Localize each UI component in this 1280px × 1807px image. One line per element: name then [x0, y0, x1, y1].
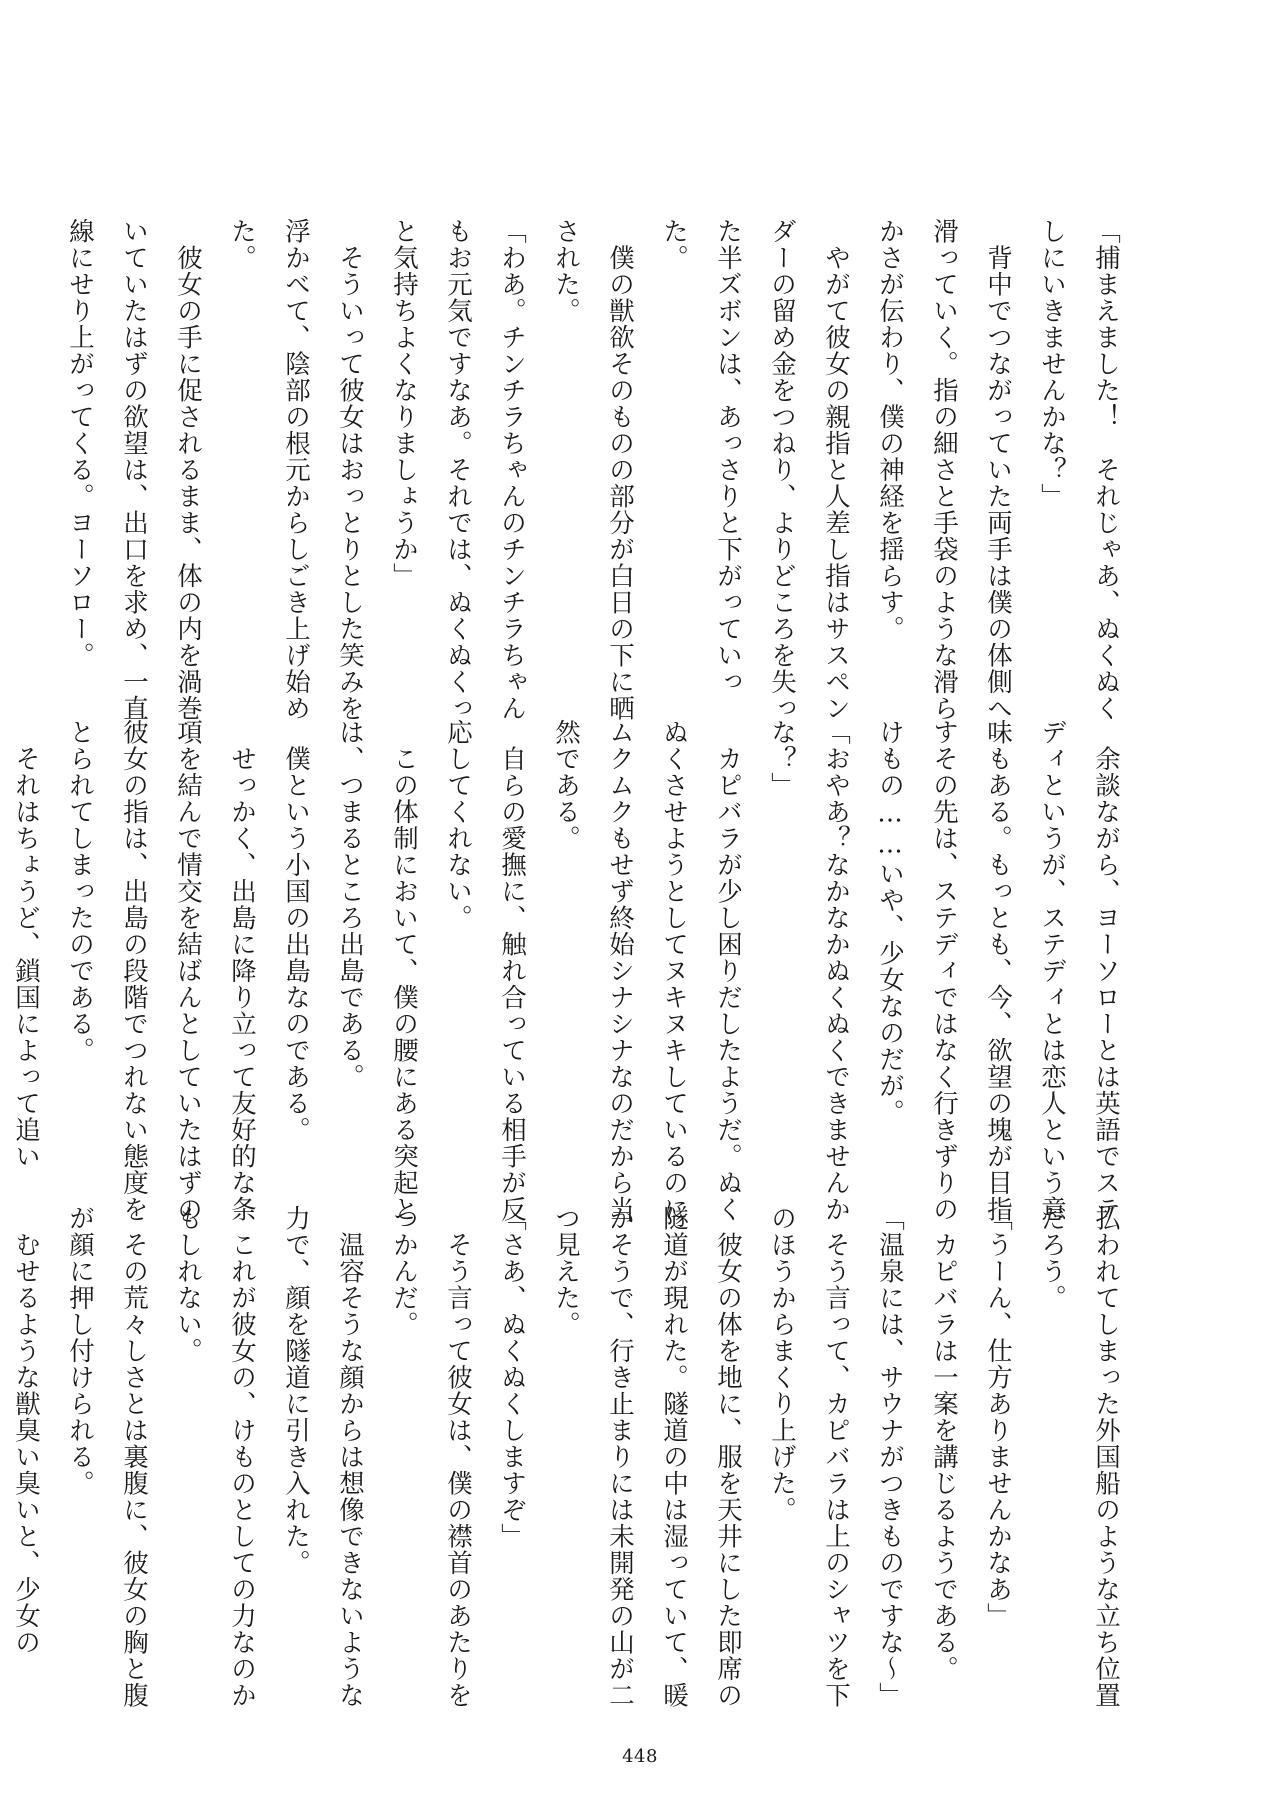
paragraph: 自らの愛撫に、触れ合っている相手が反応してくれない。 [443, 719, 527, 1223]
paragraph: 「わあ。チンチラちゃんのチンチラちゃんもお元気ですなあ。それでは、ぬくぬくっと気持ちよくなりましょうか」 [389, 218, 527, 722]
paragraph: 払われてしまった外国船のような立ち位置だろう。 [1037, 1205, 1121, 1709]
paragraph: それはちょうど、鎖国によって追い [11, 719, 41, 1170]
paragraph: 「温泉には、サウナがつきものですな～」 [875, 1205, 905, 1709]
paragraph: そう言って彼女は、僕の襟首のあたりをつかんだ。 [389, 1205, 473, 1709]
paragraph: 「おやあ？なかなかぬくぬくできませんかな？」 [767, 719, 851, 1223]
page-number: 448 [622, 1746, 658, 1767]
paragraph: その荒々しさとは裏腹に、彼女の胸と腹が顔に押し付けられる。 [65, 1205, 149, 1709]
paragraph: 彼女の手に促されるまま、体の内を渦巻いていたはずの欲望は、出口を求め、一直線にせり上がってくる。ヨーソロー。 [65, 218, 203, 722]
paragraph: やがて彼女の親指と人差し指はサスペンダーの留め金をつねり、よりどころを失った半ズボンは、あっさりと下がっていった。 [659, 218, 851, 722]
paragraph: 僕という小国の出島なのである。 [281, 719, 311, 1143]
paragraph: この体制において、僕の腰にある突起とは、つまるところ出島である。 [335, 719, 419, 1223]
paragraph: 温容そうな顔からは想像できないような力で、顔を隧道に引き入れた。 [281, 1205, 365, 1709]
paragraph: 「捕まえました！ それじゃあ、ぬくぬくしにいきませんかな？」 [1037, 218, 1121, 722]
paragraph: カピバラは一案を講じるようである。 [929, 1205, 959, 1682]
paragraph: せっかく、出島に降り立って友好的な条項を結んで情交を結ばんとしていたはずの彼女の指は、出島の段階でつれない態度をとられてしまったのである。 [65, 719, 257, 1223]
paragraph: 余談ながら、ヨーソローとは英語でステディというが、ステディとは恋人という意味もある。もっとも、今、欲望の塊が目指すその先は、ステディではなく行きずりのけもの……いや、少女なのだが。 [875, 719, 1121, 1223]
paragraph: 僕の獣欲そのものの部分が白日の下に晒された。 [551, 218, 635, 722]
paragraph: 背中でつながっていた両手は僕の体側へ滑っていく。指の細さと手袋のような滑らかさが伝わり、僕の神経を揺らす。 [875, 218, 1013, 722]
paragraph: そう言って、カピバラは上のシャツを下のほうからまくり上げた。 [767, 1205, 851, 1709]
text-tier-middle [11, 719, 1133, 1229]
paragraph: 「さあ、ぬくぬくしますぞ」 [497, 1205, 527, 1550]
paragraph: カピバラが少し困りだしたようだ。ぬくぬくさせようとしてヌキヌキしているのにムクムクもせず終始シナシナなのだから当然である。 [551, 719, 743, 1223]
paragraph: 彼女の体を地に、服を天井にした即席の隧道が現れた。隧道の中は湿っていて、暖かそうで、行き止まりには未開発の山が二つ見えた。 [551, 1205, 743, 1709]
paragraph: むせるような獣臭い臭いと、少女の [11, 1205, 41, 1656]
paragraph: そういって彼女はおっとりとした笑みを浮かべて、陰部の根元からしごき上げ始めた。 [227, 218, 365, 722]
text-tier-bottom [11, 1205, 1133, 1715]
paragraph: 「うーん、仕方ありませんかなあ」 [983, 1205, 1013, 1629]
paragraph: これが彼女の、けものとしての力なのかもしれない。 [173, 1205, 257, 1709]
text-tier-top [65, 218, 1133, 728]
